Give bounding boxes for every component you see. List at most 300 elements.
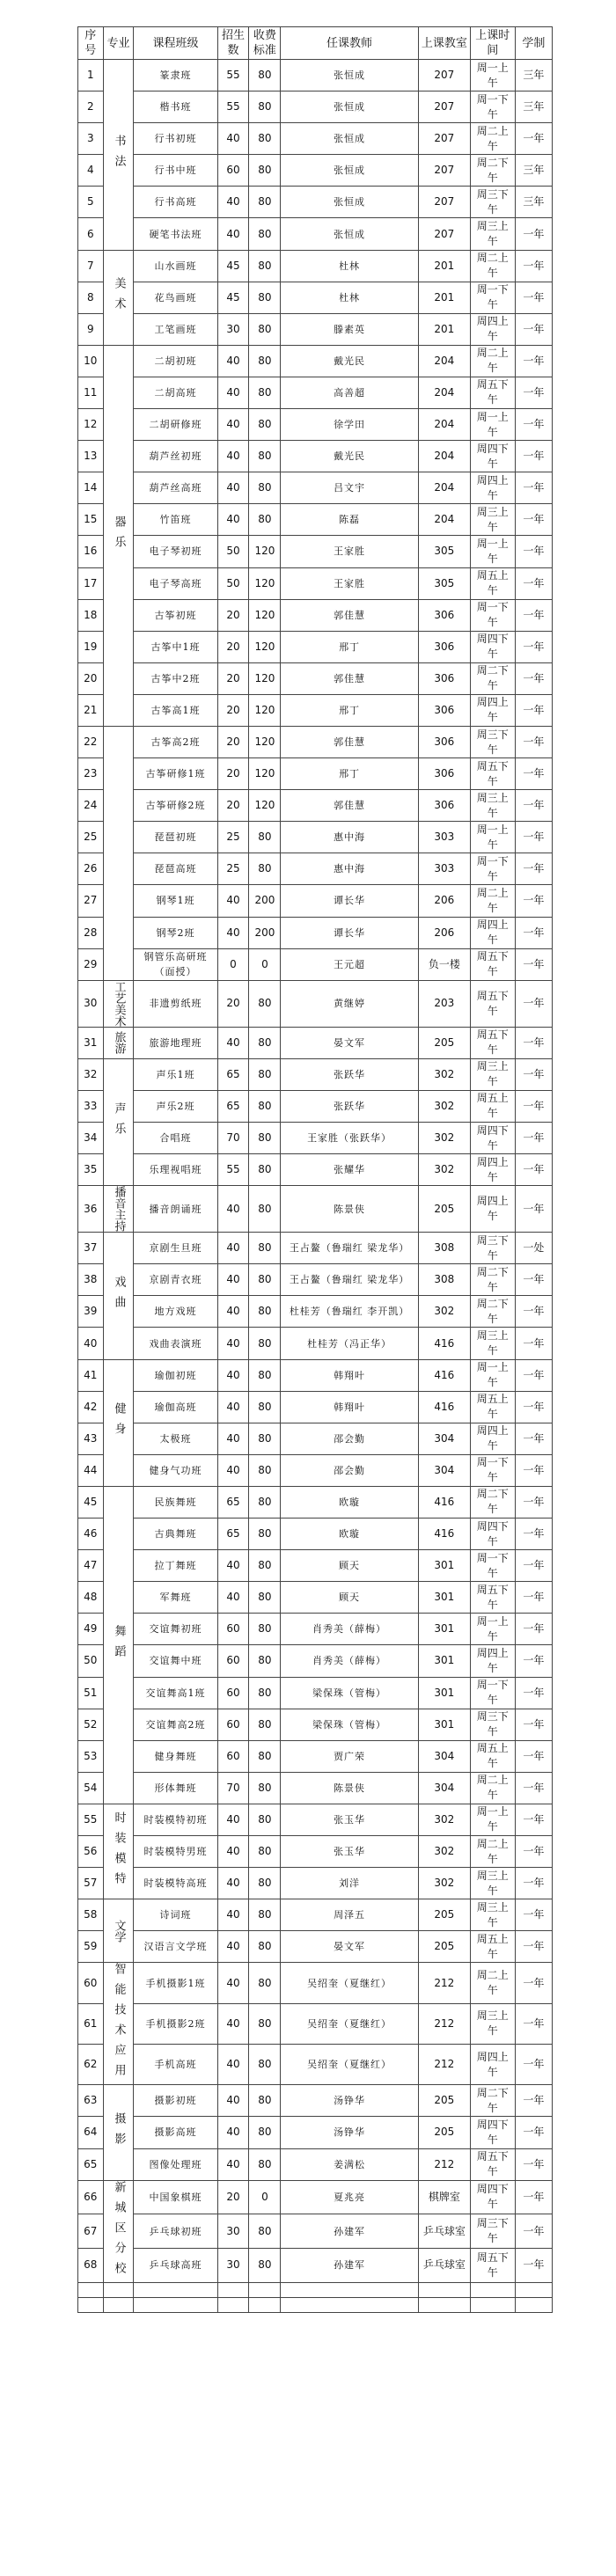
- course-name: 乐理视唱班: [134, 1154, 217, 1186]
- classroom: 306: [418, 599, 470, 631]
- fee: 80: [249, 1058, 281, 1090]
- teacher: 肖秀美（薛梅）: [281, 1614, 418, 1645]
- term-length: 一年: [515, 313, 552, 345]
- classroom: 204: [418, 377, 470, 408]
- classroom: 302: [418, 1835, 470, 1867]
- term-length: 一年: [515, 694, 552, 726]
- course-name: 旅游地理班: [134, 1027, 217, 1058]
- enroll-count: 40: [217, 917, 249, 948]
- class-time: 周三下午: [470, 187, 515, 218]
- classroom: 212: [418, 2003, 470, 2044]
- classroom: 206: [418, 917, 470, 948]
- classroom: 212: [418, 2045, 470, 2085]
- teacher: 张恒成: [281, 91, 418, 123]
- class-time: 周一上午: [470, 1614, 515, 1645]
- term-length: 一年: [515, 536, 552, 567]
- teacher: 周泽五: [281, 1899, 418, 1931]
- table-row: [78, 980, 553, 1027]
- term-length: 一年: [515, 1582, 552, 1614]
- class-time: 周五下午: [470, 1027, 515, 1058]
- term-length: 一年: [515, 1614, 552, 1645]
- table-row: [78, 282, 553, 313]
- class-time: 周二上午: [470, 1835, 515, 1867]
- row-number: 45: [78, 1486, 104, 1518]
- table-row: [78, 1645, 553, 1677]
- fee: 80: [249, 123, 281, 155]
- enroll-count: 55: [217, 91, 249, 123]
- enroll-count: 40: [217, 1328, 249, 1359]
- fee: 80: [249, 472, 281, 504]
- fee: 80: [249, 377, 281, 408]
- enroll-count: 40: [217, 1264, 249, 1296]
- fee: 80: [249, 1709, 281, 1740]
- classroom: 207: [418, 155, 470, 187]
- enroll-count: 45: [217, 282, 249, 313]
- teacher: 张恒成: [281, 123, 418, 155]
- classroom: 302: [418, 1058, 470, 1090]
- classroom: 306: [418, 790, 470, 822]
- course-name: 京剧青衣班: [134, 1264, 217, 1296]
- class-time: 周四上午: [470, 1154, 515, 1186]
- fee: 80: [249, 218, 281, 250]
- term-length: 一年: [515, 2214, 552, 2249]
- table-row: [78, 472, 553, 504]
- header-major: 专业: [103, 27, 134, 60]
- class-time: 周三上午: [470, 2003, 515, 2044]
- class-time: 周三上午: [470, 1328, 515, 1359]
- teacher: 杜桂芳（冯正华）: [281, 1328, 418, 1359]
- fee: 80: [249, 504, 281, 536]
- classroom: 207: [418, 187, 470, 218]
- classroom: 204: [418, 441, 470, 472]
- classroom: 207: [418, 218, 470, 250]
- classroom: 乒乓球室: [418, 2214, 470, 2249]
- teacher: 谭长华: [281, 885, 418, 917]
- classroom: 304: [418, 1740, 470, 1772]
- empty-cell: [249, 2282, 281, 2297]
- table-row: [78, 694, 553, 726]
- table-row: [78, 441, 553, 472]
- enroll-count: 60: [217, 1709, 249, 1740]
- row-number: 58: [78, 1899, 104, 1931]
- fee: 80: [249, 1233, 281, 1264]
- teacher: 夏兆亮: [281, 2180, 418, 2214]
- enroll-count: 40: [217, 1186, 249, 1233]
- empty-cell: [281, 2282, 418, 2297]
- table-row: [78, 2003, 553, 2044]
- term-length: 一年: [515, 2085, 552, 2117]
- classroom: 416: [418, 1328, 470, 1359]
- fee: 120: [249, 599, 281, 631]
- row-number: 50: [78, 1645, 104, 1677]
- empty-cell: [515, 2297, 552, 2312]
- empty-cell: [470, 2282, 515, 2297]
- fee: 120: [249, 726, 281, 757]
- term-length: 一年: [515, 345, 552, 377]
- row-number: 39: [78, 1296, 104, 1328]
- fee: 120: [249, 694, 281, 726]
- table-row: [78, 2117, 553, 2148]
- teacher: 郭佳慧: [281, 790, 418, 822]
- major-cell: 美术: [103, 250, 134, 345]
- class-time: 周三上午: [470, 1899, 515, 1931]
- course-name: 二胡高班: [134, 377, 217, 408]
- fee: 80: [249, 1454, 281, 1486]
- fee: 80: [249, 409, 281, 441]
- fee: 80: [249, 2148, 281, 2180]
- enroll-count: 40: [217, 345, 249, 377]
- table-row: [78, 1233, 553, 1264]
- term-length: 一年: [515, 1264, 552, 1296]
- teacher: 惠中海: [281, 853, 418, 885]
- enroll-count: 65: [217, 1058, 249, 1090]
- teacher: 张恒成: [281, 155, 418, 187]
- teacher: 欧璇: [281, 1519, 418, 1550]
- classroom: 205: [418, 2085, 470, 2117]
- empty-cell: [134, 2282, 217, 2297]
- empty-cell: [103, 2282, 134, 2297]
- enroll-count: 40: [217, 187, 249, 218]
- fee: 120: [249, 758, 281, 790]
- table-row: [78, 187, 553, 218]
- class-time: 周一上午: [470, 1359, 515, 1391]
- term-length: 一年: [515, 282, 552, 313]
- fee: 80: [249, 1264, 281, 1296]
- class-time: 周四上午: [470, 1186, 515, 1233]
- class-time: 周二下午: [470, 1264, 515, 1296]
- fee: 80: [249, 313, 281, 345]
- course-name: 琵琶初班: [134, 822, 217, 853]
- term-length: 一年: [515, 1391, 552, 1423]
- term-length: 一年: [515, 1740, 552, 1772]
- enroll-count: 0: [217, 948, 249, 980]
- class-time: 周三下午: [470, 2214, 515, 2249]
- term-length: 一年: [515, 1772, 552, 1804]
- teacher: 姜满松: [281, 2148, 418, 2180]
- classroom: 306: [418, 662, 470, 694]
- row-number: 32: [78, 1058, 104, 1090]
- course-name: 钢琴2班: [134, 917, 217, 948]
- fee: 80: [249, 1186, 281, 1233]
- row-number: 24: [78, 790, 104, 822]
- enroll-count: 70: [217, 1772, 249, 1804]
- class-time: 周一上午: [470, 409, 515, 441]
- row-number: 51: [78, 1677, 104, 1709]
- enroll-count: 50: [217, 567, 249, 599]
- class-time: 周三上午: [470, 790, 515, 822]
- teacher: 刘洋: [281, 1868, 418, 1899]
- course-name: 太极班: [134, 1423, 217, 1454]
- table-row: [78, 1264, 553, 1296]
- classroom: 204: [418, 504, 470, 536]
- enroll-count: 40: [217, 409, 249, 441]
- row-number: 36: [78, 1186, 104, 1233]
- class-time: 周二下午: [470, 1296, 515, 1328]
- row-number: 2: [78, 91, 104, 123]
- classroom: 205: [418, 2117, 470, 2148]
- row-number: 31: [78, 1027, 104, 1058]
- header-course: 课程班级: [134, 27, 217, 60]
- enroll-count: 40: [217, 1454, 249, 1486]
- table-row: [78, 1899, 553, 1931]
- classroom: 416: [418, 1391, 470, 1423]
- table-row: [78, 1931, 553, 1963]
- teacher: 晏文军: [281, 1931, 418, 1963]
- enroll-count: 50: [217, 536, 249, 567]
- classroom: 308: [418, 1233, 470, 1264]
- course-name: 手机摄影2班: [134, 2003, 217, 2044]
- term-length: 一年: [515, 1519, 552, 1550]
- course-name: 乒乓球高班: [134, 2248, 217, 2282]
- row-number: 42: [78, 1391, 104, 1423]
- course-name: 古筝初班: [134, 599, 217, 631]
- row-number: 3: [78, 123, 104, 155]
- term-length: 一年: [515, 1423, 552, 1454]
- classroom: 206: [418, 885, 470, 917]
- row-number: 8: [78, 282, 104, 313]
- row-number: 46: [78, 1519, 104, 1550]
- header-term: 学制: [515, 27, 552, 60]
- course-name: 山水画班: [134, 250, 217, 282]
- fee: 80: [249, 2045, 281, 2085]
- fee: 80: [249, 1423, 281, 1454]
- fee: 80: [249, 2214, 281, 2249]
- enroll-count: 40: [217, 1931, 249, 1963]
- row-number: 20: [78, 662, 104, 694]
- table-row: [78, 1550, 553, 1582]
- teacher: 欧璇: [281, 1486, 418, 1518]
- course-name: 时装模特高班: [134, 1868, 217, 1899]
- enroll-count: 70: [217, 1123, 249, 1154]
- term-length: 一年: [515, 1709, 552, 1740]
- term-length: 一年: [515, 1328, 552, 1359]
- empty-cell: [281, 2297, 418, 2312]
- course-name: 军舞班: [134, 1582, 217, 1614]
- major-cell: 工艺美术: [103, 980, 134, 1027]
- table-row: [78, 1519, 553, 1550]
- course-name: 古筝中2班: [134, 662, 217, 694]
- course-name: 钢琴1班: [134, 885, 217, 917]
- classroom: 306: [418, 631, 470, 662]
- fee: 80: [249, 2117, 281, 2148]
- row-number: 56: [78, 1835, 104, 1867]
- enroll-count: 60: [217, 1740, 249, 1772]
- classroom: 204: [418, 472, 470, 504]
- table-row: [78, 1186, 553, 1233]
- class-time: 周三上午: [470, 1058, 515, 1090]
- class-time: 周四上午: [470, 313, 515, 345]
- term-length: 一年: [515, 1296, 552, 1328]
- enroll-count: 40: [217, 2085, 249, 2117]
- class-time: 周四上午: [470, 694, 515, 726]
- enroll-count: 40: [217, 1296, 249, 1328]
- teacher: 杜桂芳（鲁瑞红 李开凯）: [281, 1296, 418, 1328]
- classroom: 207: [418, 60, 470, 91]
- fee: 80: [249, 980, 281, 1027]
- row-number: 44: [78, 1454, 104, 1486]
- table-row: [78, 2248, 553, 2282]
- enroll-count: 60: [217, 1645, 249, 1677]
- teacher: 高善超: [281, 377, 418, 408]
- teacher: 戴光民: [281, 441, 418, 472]
- course-name: 二胡研修班: [134, 409, 217, 441]
- fee: 80: [249, 1519, 281, 1550]
- enroll-count: 40: [217, 2117, 249, 2148]
- enroll-count: 60: [217, 1677, 249, 1709]
- term-length: 一年: [515, 2003, 552, 2044]
- fee: 120: [249, 790, 281, 822]
- enroll-count: 40: [217, 1359, 249, 1391]
- course-name: 健身舞班: [134, 1740, 217, 1772]
- teacher: 郭佳慧: [281, 599, 418, 631]
- classroom: 302: [418, 1868, 470, 1899]
- term-length: 一年: [515, 1931, 552, 1963]
- fee: 120: [249, 631, 281, 662]
- row-number: 60: [78, 1963, 104, 2003]
- classroom: 205: [418, 1899, 470, 1931]
- course-name: 时装模特初班: [134, 1804, 217, 1835]
- table-row: [78, 504, 553, 536]
- course-name: 电子琴高班: [134, 567, 217, 599]
- major-cell: 旅游: [103, 1027, 134, 1058]
- term-length: 一年: [515, 2248, 552, 2282]
- empty-cell: [418, 2297, 470, 2312]
- classroom: 205: [418, 1931, 470, 1963]
- table-row: [78, 250, 553, 282]
- fee: 80: [249, 822, 281, 853]
- class-time: 周五下午: [470, 758, 515, 790]
- enroll-count: 30: [217, 2248, 249, 2282]
- row-number: 34: [78, 1123, 104, 1154]
- classroom: 302: [418, 1154, 470, 1186]
- course-name: 古筝高2班: [134, 726, 217, 757]
- row-number: 64: [78, 2117, 104, 2148]
- course-name: 花鸟画班: [134, 282, 217, 313]
- teacher: 吴绍奎（夏继红）: [281, 2045, 418, 2085]
- class-time: 周一上午: [470, 1804, 515, 1835]
- classroom: 212: [418, 2148, 470, 2180]
- classroom: 303: [418, 853, 470, 885]
- fee: 80: [249, 1899, 281, 1931]
- enroll-count: 60: [217, 155, 249, 187]
- fee: 80: [249, 187, 281, 218]
- classroom: 306: [418, 694, 470, 726]
- classroom: 305: [418, 536, 470, 567]
- table-row: [78, 123, 553, 155]
- empty-row: [78, 2282, 553, 2297]
- classroom: 304: [418, 1423, 470, 1454]
- enroll-count: 20: [217, 980, 249, 1027]
- course-name: 戏曲表演班: [134, 1328, 217, 1359]
- class-time: 周四上午: [470, 472, 515, 504]
- fee: 120: [249, 662, 281, 694]
- row-number: 47: [78, 1550, 104, 1582]
- enroll-count: 25: [217, 822, 249, 853]
- fee: 200: [249, 885, 281, 917]
- enroll-count: 40: [217, 1027, 249, 1058]
- term-length: 一年: [515, 250, 552, 282]
- fee: 80: [249, 441, 281, 472]
- teacher: 梁保珠（管梅）: [281, 1677, 418, 1709]
- term-length: 一年: [515, 1868, 552, 1899]
- course-name: 图像处理班: [134, 2148, 217, 2180]
- teacher: 杜林: [281, 282, 418, 313]
- enroll-count: 30: [217, 2214, 249, 2249]
- row-number: 52: [78, 1709, 104, 1740]
- classroom: 301: [418, 1550, 470, 1582]
- major-cell: 摄影: [103, 2085, 134, 2180]
- table-row: [78, 2214, 553, 2249]
- classroom: 207: [418, 91, 470, 123]
- course-name: 汉语言文学班: [134, 1931, 217, 1963]
- enroll-count: 40: [217, 123, 249, 155]
- empty-cell: [78, 2282, 104, 2297]
- classroom: 301: [418, 1614, 470, 1645]
- teacher: 张耀华: [281, 1154, 418, 1186]
- fee: 80: [249, 91, 281, 123]
- row-number: 28: [78, 917, 104, 948]
- enroll-count: 40: [217, 1899, 249, 1931]
- table-row: [78, 91, 553, 123]
- row-number: 57: [78, 1868, 104, 1899]
- classroom: 301: [418, 1645, 470, 1677]
- course-name: 工笔画班: [134, 313, 217, 345]
- table-row: [78, 726, 553, 757]
- major-cell: [103, 726, 134, 980]
- header-row: [78, 27, 553, 60]
- class-time: 周一上午: [470, 822, 515, 853]
- term-length: 一年: [515, 567, 552, 599]
- row-number: 68: [78, 2248, 104, 2282]
- fee: 80: [249, 1296, 281, 1328]
- class-time: 周一下午: [470, 1550, 515, 1582]
- table-row: [78, 599, 553, 631]
- empty-cell: [418, 2282, 470, 2297]
- term-length: 一年: [515, 409, 552, 441]
- table-row: [78, 567, 553, 599]
- fee: 80: [249, 1645, 281, 1677]
- enroll-count: 40: [217, 1582, 249, 1614]
- course-name: 手机摄影1班: [134, 1963, 217, 2003]
- class-time: 周三上午: [470, 218, 515, 250]
- course-name: 播音朗诵班: [134, 1186, 217, 1233]
- term-length: 一年: [515, 599, 552, 631]
- enroll-count: 20: [217, 758, 249, 790]
- teacher: 孙建军: [281, 2248, 418, 2282]
- teacher: 王家胜: [281, 567, 418, 599]
- course-schedule-table: [77, 26, 553, 2313]
- classroom: 304: [418, 1454, 470, 1486]
- major-cell: 播音主持: [103, 1186, 134, 1233]
- class-time: 周四上午: [470, 2045, 515, 2085]
- row-number: 40: [78, 1328, 104, 1359]
- teacher: 张跃华: [281, 1058, 418, 1090]
- teacher: 陈景侠: [281, 1186, 418, 1233]
- header-no: 序号: [78, 27, 104, 60]
- class-time: 周二上午: [470, 250, 515, 282]
- fee: 80: [249, 1123, 281, 1154]
- class-time: 周三下午: [470, 1233, 515, 1264]
- classroom: 302: [418, 1804, 470, 1835]
- teacher: 吴绍奎（夏继红）: [281, 2003, 418, 2044]
- classroom: 306: [418, 758, 470, 790]
- enroll-count: 20: [217, 631, 249, 662]
- row-number: 23: [78, 758, 104, 790]
- term-length: 一年: [515, 2117, 552, 2148]
- table-row: [78, 1740, 553, 1772]
- row-number: 11: [78, 377, 104, 408]
- course-name: 瑜伽初班: [134, 1359, 217, 1391]
